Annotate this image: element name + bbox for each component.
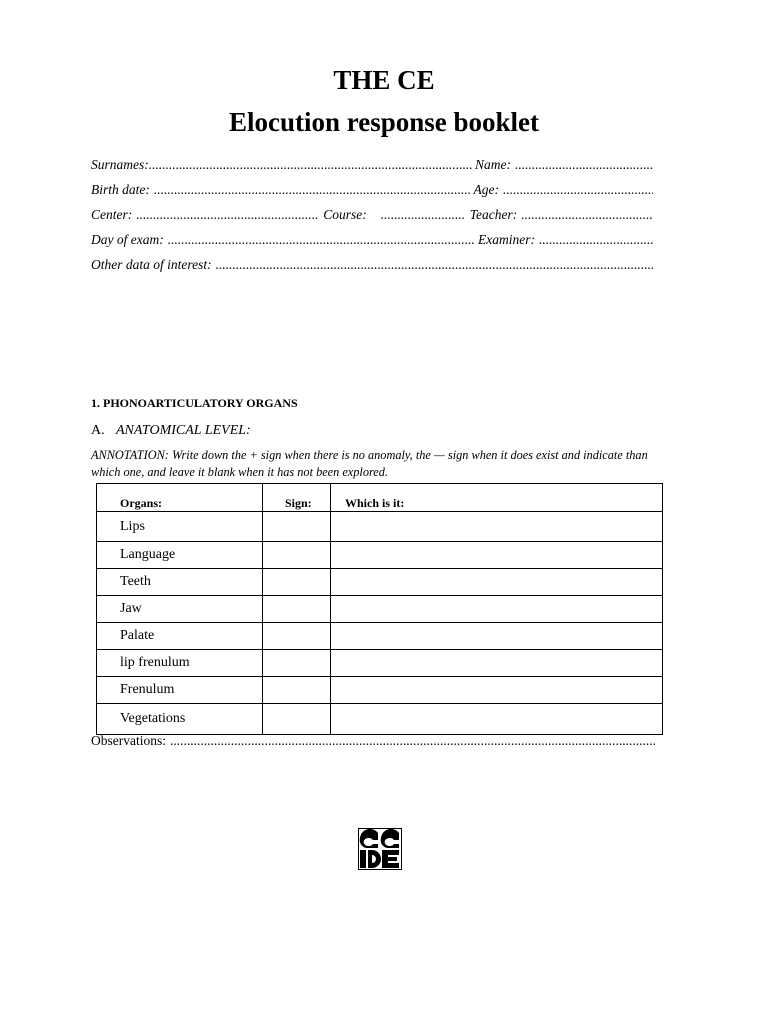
other-data-field[interactable] xyxy=(216,255,653,280)
surnames-label: Surnames: xyxy=(91,157,149,172)
examiner-label: Examiner: xyxy=(478,232,535,247)
subsection-heading xyxy=(91,423,251,439)
which-cell[interactable] xyxy=(331,569,663,596)
which-cell[interactable] xyxy=(331,650,663,677)
section-heading: 1. PHONOARTICULATORY ORGANS xyxy=(91,396,298,410)
sign-cell[interactable] xyxy=(263,704,331,735)
sign-cell[interactable] xyxy=(263,569,331,596)
organization-logo xyxy=(358,828,402,870)
sign-cell[interactable] xyxy=(263,623,331,650)
center-label: Center: xyxy=(91,207,133,222)
center-field[interactable] xyxy=(136,205,319,230)
age-field[interactable] xyxy=(503,180,653,205)
which-cell[interactable] xyxy=(331,512,663,542)
course-label: Course: xyxy=(323,207,367,222)
header-which: Which is it: xyxy=(331,484,663,512)
sign-cell[interactable] xyxy=(263,512,331,542)
name-label: Name: xyxy=(475,157,511,172)
sign-cell[interactable] xyxy=(263,542,331,569)
observations-field[interactable] xyxy=(170,731,655,751)
header-organs: Organs: xyxy=(97,484,263,512)
name-field[interactable] xyxy=(515,155,653,180)
organ-name: Teeth xyxy=(97,569,263,596)
subsection-label: ANATOMICAL LEVEL: xyxy=(116,423,251,438)
table-row xyxy=(97,569,663,596)
organ-name: Language xyxy=(97,542,263,569)
sign-cell[interactable] xyxy=(263,677,331,704)
table-row xyxy=(97,650,663,677)
annotation-text: ANNOTATION: Write down the + sign when there is no anomaly, the — sign when it does exist and indicate than which one, and leave it blank when it has not been explored. xyxy=(91,448,648,479)
which-cell[interactable] xyxy=(331,596,663,623)
organ-name: Palate xyxy=(97,623,263,650)
which-cell[interactable] xyxy=(331,704,663,735)
exam-examiner-row xyxy=(91,230,653,255)
sign-cell[interactable] xyxy=(263,596,331,623)
subsection-letter: A. xyxy=(91,423,105,438)
observations-row xyxy=(91,731,655,751)
which-cell[interactable] xyxy=(331,542,663,569)
birth-date-field[interactable] xyxy=(154,180,471,205)
age-label: Age: xyxy=(473,182,499,197)
organ-name: lip frenulum xyxy=(97,650,263,677)
surnames-field[interactable] xyxy=(149,155,472,180)
page-title: THE CE xyxy=(333,65,435,95)
organs-table xyxy=(96,483,663,735)
table-row xyxy=(97,512,663,542)
other-data-label: Other data of interest: xyxy=(91,257,212,272)
examiner-field[interactable] xyxy=(539,230,653,255)
observations-label: Observations: xyxy=(91,733,166,748)
day-of-exam-field[interactable] xyxy=(168,230,475,255)
personal-data-fields xyxy=(91,155,653,280)
course-field[interactable] xyxy=(381,205,465,230)
birth-date-label: Birth date: xyxy=(91,182,150,197)
table-row xyxy=(97,677,663,704)
table-row xyxy=(97,704,663,735)
which-cell[interactable] xyxy=(331,677,663,704)
header-sign: Sign: xyxy=(263,484,331,512)
organ-name: Vegetations xyxy=(97,704,263,735)
table-row xyxy=(97,596,663,623)
table-header-row xyxy=(97,484,663,512)
birth-age-row xyxy=(91,180,653,205)
organ-name: Frenulum xyxy=(97,677,263,704)
organ-name: Lips xyxy=(97,512,263,542)
center-course-teacher-row xyxy=(91,205,653,230)
table-row xyxy=(97,623,663,650)
day-of-exam-label: Day of exam: xyxy=(91,232,164,247)
teacher-field[interactable] xyxy=(521,205,653,230)
page-subtitle: Elocution response booklet xyxy=(228,107,540,137)
which-cell[interactable] xyxy=(331,623,663,650)
surnames-name-row xyxy=(91,155,653,180)
teacher-label: Teacher: xyxy=(469,207,518,222)
organ-name: Jaw xyxy=(97,596,263,623)
other-data-row xyxy=(91,255,653,280)
table-row xyxy=(97,542,663,569)
sign-cell[interactable] xyxy=(263,650,331,677)
